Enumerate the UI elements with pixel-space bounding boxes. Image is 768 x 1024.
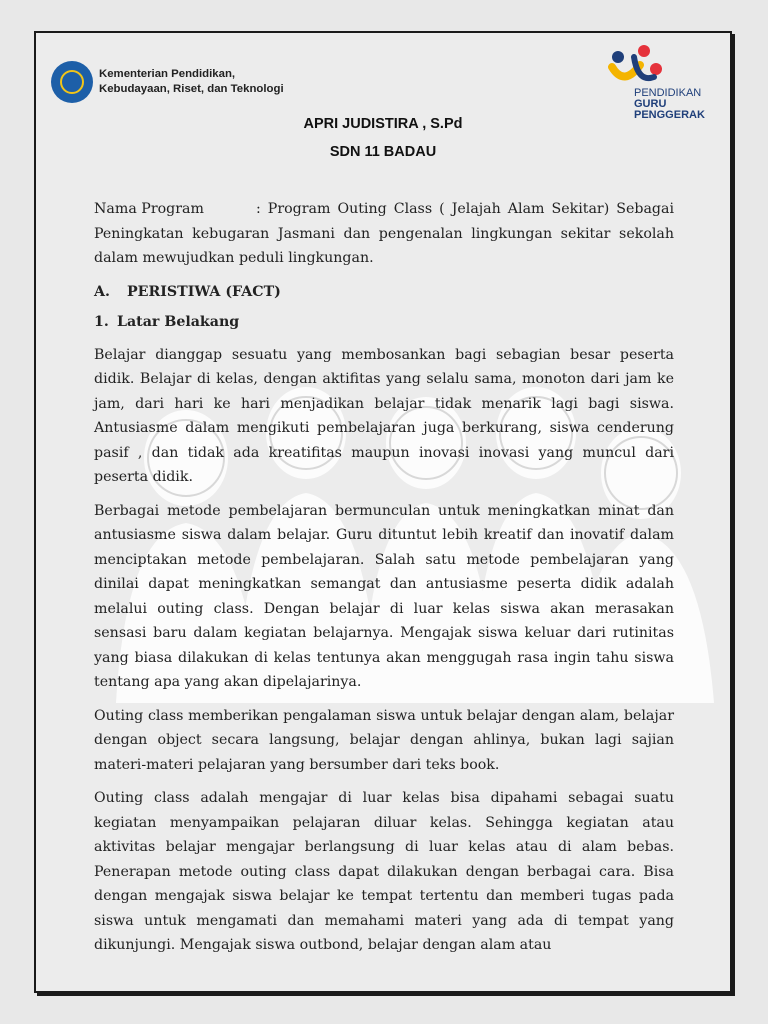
ministry-logo — [51, 61, 284, 103]
document-body — [94, 197, 674, 967]
guru-penggerak-logo — [604, 43, 714, 123]
guru-penggerak-emblem-icon — [604, 43, 674, 93]
paragraph: Berbagai metode pembelajaran bermunculan untuk meningkatkan minat dan antusiasme siswa dalam belajar. Guru dituntut lebih kreatif dan inovatif dalam menciptakan metode pembelajaran. Salah satu metode pembelajaran yang dinilai dapat meningkatkan semangat dan antusiasme peserta didik adalah melalui outing class. Dengan belajar di luar kelas siswa akan merasakan sensasi baru dalam kegiatan belajarnya. Mengajak siswa keluar dari rutinitas yang biasa dilakukan di kelas tentunya akan menggugah rasa ingin tahu siswa tentang apa yang akan dipelajarinya. — [94, 502, 674, 690]
subsection-heading: 1. Latar Belakang — [94, 314, 240, 330]
program-line — [94, 197, 674, 271]
ministry-name: Kementerian Pendidikan, Kebudayaan, Riset, dan Teknologi — [99, 68, 284, 95]
author-name: APRI JUDISTIRA , S.Pd — [303, 116, 463, 132]
guru-penggerak-wordmark: PENDIDIKAN GURU PENGGERAK — [634, 87, 705, 121]
ministry-seal-icon — [51, 61, 93, 103]
paragraph: Outing class adalah mengajar di luar kelas bisa dipahami sebagai suatu kegiatan menyampaikan pelajaran diluar kelas. Sehingga kegiatan atau aktivitas belajar mengajar berlangsung di luar kelas atau di alam bebas. Penerapan metode outing class dapat dilakukan dengan berbagai cara. Bisa dengan mengajak siswa belajar ke tempat tertentu dan memberi tugas pada siswa untuk mengamati dan memahami materi yang ada di tempat yang dikunjungi. Mengajak siswa outbond, belajar dengan alam atau — [94, 790, 674, 953]
paragraph: Belajar dianggap sesuatu yang membosankan bagi sebagian besar peserta didik. Belajar di kelas, dengan aktifitas yang selalu sama, monoton dari jam ke jam, dari hari ke hari menjadikan belajar tidak menarik lagi bagi siswa. Antusiasme dalam mengikuti pembelajaran juga berkurang, siswa cenderung pasif , dan tidak ada kreatifitas maupun inovasi inovasi yang muncul dari peserta didik. — [94, 346, 674, 485]
program-value: : Program Outing Class ( Jelajah Alam Sekitar) Sebagai Peningkatan kebugaran Jasmani dan pengenalan lingkungan sekitar sekolah dalam mewujudkan peduli lingkungan. — [94, 201, 674, 266]
program-label: Nama Program — [94, 201, 204, 217]
paragraph: Outing class memberikan pengalaman siswa untuk belajar dengan alam, belajar dengan object secara langsung, belajar dengan ahlinya, bukan lagi sajian materi-materi pelajaran yang bersumber dari teks book. — [94, 707, 674, 773]
school-name: SDN 11 BADAU — [329, 144, 437, 160]
document-page — [34, 31, 732, 993]
section-heading: A. PERISTIWA (FACT) — [94, 283, 281, 300]
